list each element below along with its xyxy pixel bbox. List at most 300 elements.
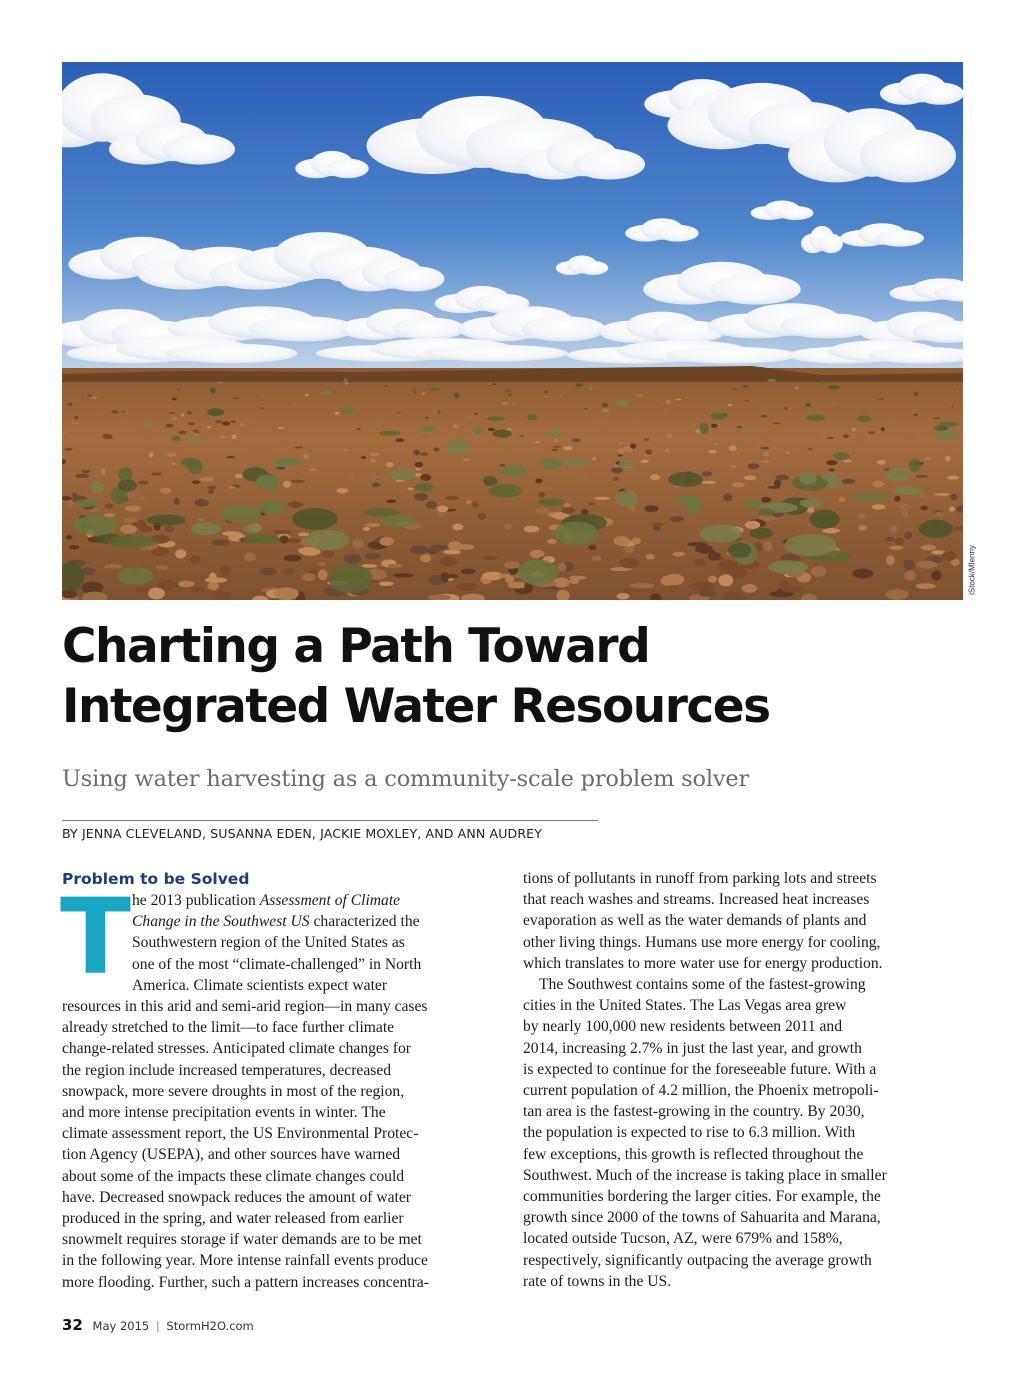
text-line: The Southwest contains some of the fastest-growing bbox=[539, 976, 866, 994]
rock bbox=[750, 442, 758, 446]
rock bbox=[843, 434, 849, 438]
shrub bbox=[207, 408, 224, 416]
rock bbox=[637, 394, 643, 396]
rock bbox=[957, 390, 959, 392]
shrub bbox=[575, 383, 582, 387]
rock bbox=[934, 493, 950, 496]
rock bbox=[174, 498, 180, 505]
shrub bbox=[117, 567, 153, 585]
rock bbox=[730, 465, 736, 468]
rock bbox=[665, 448, 670, 452]
rock bbox=[416, 468, 421, 470]
rock bbox=[280, 443, 287, 446]
shrub bbox=[554, 521, 598, 545]
shrub bbox=[800, 498, 823, 508]
rock bbox=[708, 576, 717, 583]
rock bbox=[538, 486, 552, 489]
rock bbox=[916, 583, 936, 589]
rock bbox=[370, 458, 376, 463]
rock bbox=[207, 582, 218, 590]
desert-landscape-photo bbox=[62, 62, 963, 600]
rock bbox=[538, 492, 545, 497]
shrub bbox=[181, 458, 199, 468]
rock bbox=[410, 545, 430, 554]
rock bbox=[445, 574, 459, 578]
rock bbox=[744, 475, 756, 480]
shrub bbox=[539, 458, 564, 469]
rock bbox=[885, 589, 908, 600]
rock bbox=[138, 481, 148, 485]
rock bbox=[129, 463, 139, 469]
rock bbox=[298, 532, 309, 536]
rock bbox=[495, 452, 499, 454]
shrub bbox=[142, 424, 152, 429]
rock bbox=[924, 458, 932, 461]
cloud bbox=[711, 274, 801, 305]
rock bbox=[672, 552, 685, 557]
rock bbox=[951, 406, 953, 408]
shrub bbox=[493, 430, 512, 438]
rock bbox=[920, 506, 928, 511]
shrub bbox=[852, 492, 890, 500]
shrub bbox=[527, 414, 537, 420]
shrub bbox=[328, 564, 373, 593]
text-line: one of the most “climate-challenged” in North bbox=[132, 955, 422, 973]
rock bbox=[557, 563, 566, 571]
rock bbox=[156, 565, 168, 569]
rock bbox=[226, 456, 235, 458]
rock bbox=[728, 404, 733, 406]
rock bbox=[742, 584, 757, 593]
rock bbox=[816, 436, 821, 440]
shrub bbox=[743, 430, 757, 434]
shrub bbox=[767, 379, 776, 382]
right-paragraph-2 bbox=[523, 974, 963, 1292]
rock bbox=[191, 587, 204, 593]
rock bbox=[232, 434, 237, 439]
article-subtitle: Using water harvesting as a community-scale problem solver bbox=[62, 766, 750, 792]
rock bbox=[178, 581, 194, 588]
shrub bbox=[710, 412, 727, 419]
rock bbox=[231, 421, 236, 423]
rock bbox=[249, 427, 255, 429]
rock bbox=[507, 428, 512, 430]
text-line: tions of pollutants in runoff from parking lots and streets bbox=[523, 870, 877, 887]
footer-separator: | bbox=[155, 1319, 160, 1333]
byline: BY JENNA CLEVELAND, SUSANNA EDEN, JACKIE MOXLEY, AND ANN AUDREY bbox=[62, 826, 543, 841]
rock bbox=[200, 477, 214, 482]
rock bbox=[493, 383, 496, 385]
rock bbox=[617, 448, 625, 453]
rock bbox=[467, 417, 474, 419]
rock bbox=[284, 555, 302, 562]
text-line: he 2013 publication Assessment of Climate bbox=[132, 892, 401, 909]
shrub bbox=[833, 452, 849, 460]
shrub bbox=[538, 498, 565, 506]
rock bbox=[421, 393, 425, 394]
rock bbox=[504, 524, 512, 530]
rock bbox=[748, 463, 760, 469]
text-line: that reach washes and streams. Increased heat increases bbox=[523, 891, 870, 909]
text-line: evaporation as well as the water demands of plants and bbox=[523, 912, 867, 930]
rock bbox=[663, 409, 670, 411]
rock bbox=[361, 456, 366, 459]
text-line: more flooding. Further, such a pattern increases concentra- bbox=[62, 1273, 429, 1291]
photo-credit-text: iStock/Mlenny bbox=[967, 545, 977, 595]
title-line: Charting a Path Toward bbox=[62, 619, 650, 674]
rock bbox=[260, 568, 276, 576]
rock bbox=[499, 464, 506, 466]
rock bbox=[588, 502, 595, 505]
shrub bbox=[292, 508, 337, 530]
rock bbox=[317, 562, 327, 566]
rock bbox=[125, 505, 141, 511]
rock bbox=[562, 507, 576, 514]
shrub bbox=[547, 429, 563, 437]
rock bbox=[215, 420, 223, 423]
rock bbox=[931, 570, 941, 580]
rock bbox=[420, 452, 428, 455]
cloud bbox=[876, 230, 924, 247]
shrub bbox=[90, 481, 105, 493]
rock bbox=[207, 486, 217, 490]
rock bbox=[172, 417, 178, 420]
rock bbox=[372, 483, 380, 488]
rock bbox=[357, 428, 361, 431]
shrub bbox=[412, 389, 416, 394]
rock bbox=[701, 481, 716, 484]
rock bbox=[104, 503, 113, 509]
rock bbox=[82, 470, 91, 474]
rock bbox=[175, 549, 186, 558]
rock bbox=[207, 426, 211, 429]
rock bbox=[169, 412, 176, 414]
rock bbox=[260, 395, 266, 396]
text-line: climate assessment report, the US Environmental Protec- bbox=[62, 1125, 419, 1143]
rock bbox=[857, 513, 866, 519]
rock bbox=[489, 441, 498, 444]
rock bbox=[72, 493, 78, 498]
rock bbox=[666, 400, 671, 403]
rock bbox=[596, 422, 604, 425]
rock bbox=[839, 496, 846, 501]
drop-cap bbox=[60, 876, 132, 998]
text-line: few exceptions, this growth is reflected throughout the bbox=[523, 1145, 864, 1163]
shrub bbox=[259, 500, 285, 515]
rock bbox=[632, 537, 642, 544]
rock bbox=[512, 403, 515, 404]
rock bbox=[552, 449, 558, 452]
shrub bbox=[857, 416, 871, 422]
rock bbox=[853, 568, 874, 578]
rock bbox=[602, 409, 609, 413]
rock bbox=[624, 588, 633, 592]
rock bbox=[743, 385, 748, 387]
rock bbox=[763, 541, 773, 551]
rock bbox=[855, 438, 862, 441]
rock bbox=[303, 454, 309, 460]
rock bbox=[560, 395, 563, 397]
rock bbox=[69, 545, 80, 549]
rock bbox=[160, 488, 171, 494]
rock bbox=[413, 450, 420, 456]
rock bbox=[171, 462, 176, 465]
shrub bbox=[488, 484, 522, 497]
rock bbox=[396, 438, 405, 442]
shrub bbox=[564, 458, 588, 467]
rock bbox=[665, 574, 685, 586]
rock bbox=[233, 398, 239, 399]
rock bbox=[192, 430, 198, 432]
rock bbox=[139, 496, 146, 500]
rock bbox=[945, 456, 950, 462]
rock bbox=[165, 424, 173, 428]
text-line: Southwestern region of the United States as bbox=[132, 934, 405, 952]
rock bbox=[828, 469, 835, 472]
rock bbox=[902, 509, 908, 517]
dropcap-lines bbox=[132, 890, 507, 996]
shrub bbox=[919, 520, 954, 539]
rock bbox=[811, 566, 827, 577]
rock bbox=[872, 480, 884, 487]
text-line: rate of towns in the US. bbox=[523, 1272, 672, 1290]
cloud bbox=[778, 206, 814, 220]
shrub bbox=[615, 490, 638, 507]
rock bbox=[895, 537, 904, 546]
rock bbox=[478, 513, 486, 520]
shrub bbox=[893, 486, 924, 495]
rock bbox=[91, 397, 97, 399]
rock bbox=[554, 438, 558, 442]
shrub bbox=[832, 402, 839, 406]
rock bbox=[235, 474, 243, 479]
shrub bbox=[420, 426, 436, 432]
rock bbox=[274, 587, 299, 600]
rock bbox=[344, 554, 362, 564]
shrub bbox=[784, 534, 836, 556]
rock bbox=[569, 576, 586, 580]
shrub bbox=[699, 525, 742, 543]
rock bbox=[364, 553, 381, 560]
shrub bbox=[474, 428, 483, 435]
rock bbox=[858, 525, 867, 530]
title-line: Integrated Water Resources bbox=[62, 679, 770, 734]
shrub bbox=[602, 403, 608, 408]
rock bbox=[620, 558, 640, 569]
rock bbox=[379, 581, 394, 586]
shrub bbox=[73, 515, 119, 535]
rock bbox=[414, 493, 428, 501]
photo-illustration bbox=[62, 62, 963, 600]
rock bbox=[208, 489, 214, 494]
rock bbox=[232, 443, 241, 447]
right-column bbox=[523, 868, 963, 1292]
rock bbox=[868, 431, 875, 434]
rock bbox=[111, 410, 118, 414]
rock bbox=[592, 457, 596, 460]
cloud bbox=[166, 344, 298, 364]
right-paragraph-1 bbox=[523, 868, 963, 974]
rock bbox=[723, 494, 732, 502]
rock bbox=[302, 573, 316, 581]
shrub bbox=[809, 510, 840, 529]
issue-date: May 2015 bbox=[92, 1319, 150, 1333]
rock bbox=[205, 577, 228, 582]
text-line: growth since 2000 of the towns of Sahuarita and Marana, bbox=[523, 1209, 881, 1227]
shrub bbox=[936, 429, 959, 440]
rock bbox=[472, 501, 478, 507]
text-line: snowmelt requires storage if water demands are to be met bbox=[62, 1231, 422, 1249]
text-line: other living things. Humans use more energy for cooling, bbox=[523, 933, 881, 951]
article-title bbox=[62, 617, 962, 737]
rock bbox=[779, 580, 788, 588]
rock bbox=[502, 402, 508, 405]
rock bbox=[187, 411, 192, 415]
cloud bbox=[385, 266, 445, 291]
rock bbox=[919, 493, 926, 498]
rock bbox=[702, 471, 713, 476]
rock bbox=[592, 556, 601, 562]
text-line: which translates to more water use for energy production. bbox=[523, 954, 883, 972]
rock bbox=[889, 546, 903, 550]
rock bbox=[553, 446, 562, 448]
shrub bbox=[728, 543, 751, 558]
rock bbox=[795, 387, 799, 389]
shrub bbox=[172, 436, 181, 442]
text-line: in the following year. More intense rainfall events produce bbox=[62, 1252, 428, 1270]
rock bbox=[474, 413, 478, 415]
drop-cap-letter: T bbox=[60, 876, 131, 998]
cloud bbox=[578, 261, 608, 275]
rock bbox=[421, 435, 430, 438]
text-line: by nearly 100,000 new residents between 2011 and bbox=[523, 1018, 843, 1036]
shrub bbox=[256, 474, 277, 488]
rock bbox=[188, 422, 195, 425]
rock bbox=[190, 555, 200, 565]
rock bbox=[135, 588, 149, 593]
rock bbox=[104, 437, 114, 439]
text-line: about some of the impacts these climate changes could bbox=[62, 1167, 405, 1185]
rock bbox=[760, 415, 768, 417]
shrub bbox=[343, 378, 347, 382]
rock bbox=[288, 538, 301, 543]
text-line: Change in the Southwest US characterized the bbox=[132, 913, 420, 931]
rock bbox=[72, 422, 80, 424]
rock bbox=[584, 408, 588, 410]
rock bbox=[104, 564, 123, 569]
rock bbox=[86, 395, 92, 397]
rock bbox=[407, 487, 414, 490]
rock bbox=[504, 561, 520, 568]
shrub bbox=[799, 473, 817, 485]
shrub bbox=[379, 431, 401, 436]
rock bbox=[760, 447, 769, 450]
rock bbox=[348, 473, 354, 480]
shrub bbox=[675, 495, 697, 504]
rock bbox=[616, 593, 629, 599]
rock bbox=[426, 501, 437, 509]
cloud bbox=[666, 347, 798, 364]
rock bbox=[886, 555, 895, 565]
rock bbox=[352, 539, 363, 549]
rock bbox=[734, 389, 738, 390]
rock bbox=[288, 501, 303, 507]
shrub bbox=[380, 515, 415, 527]
rock bbox=[438, 411, 441, 414]
page-footer bbox=[62, 1316, 254, 1334]
shrub bbox=[243, 524, 261, 533]
rock bbox=[164, 526, 174, 532]
rock bbox=[572, 439, 581, 442]
rock bbox=[197, 518, 206, 521]
rock bbox=[699, 590, 715, 597]
rock bbox=[745, 400, 749, 401]
shrub bbox=[483, 476, 498, 486]
rock bbox=[64, 448, 73, 451]
rock bbox=[177, 417, 184, 421]
rock bbox=[456, 583, 479, 591]
rock bbox=[530, 550, 545, 558]
site-link[interactable]: StormH2O.com bbox=[166, 1319, 254, 1333]
rock bbox=[729, 446, 737, 452]
shrub bbox=[668, 472, 703, 488]
cloud bbox=[657, 225, 699, 242]
shrub bbox=[828, 385, 839, 389]
rock bbox=[878, 398, 884, 399]
shrub bbox=[454, 392, 459, 398]
rock bbox=[535, 441, 541, 443]
rock bbox=[947, 476, 959, 480]
rock bbox=[388, 564, 403, 568]
rock bbox=[167, 453, 177, 457]
text-line: change-related stresses. Anticipated climate changes for bbox=[62, 1040, 411, 1058]
shrub bbox=[933, 426, 944, 430]
cloud bbox=[424, 345, 568, 362]
shrub bbox=[186, 437, 204, 442]
rock bbox=[774, 480, 782, 487]
page-number: 32 bbox=[62, 1316, 83, 1334]
rock bbox=[122, 411, 126, 413]
rock bbox=[462, 458, 470, 461]
rock bbox=[544, 396, 549, 397]
rock bbox=[653, 525, 661, 530]
rock bbox=[736, 428, 740, 430]
rock bbox=[675, 399, 682, 401]
rock bbox=[322, 550, 334, 557]
rock bbox=[630, 443, 636, 448]
rock bbox=[718, 574, 733, 586]
shrub bbox=[275, 458, 303, 465]
rock bbox=[318, 569, 328, 580]
rock bbox=[148, 587, 165, 599]
shrub bbox=[820, 381, 825, 385]
rock bbox=[877, 460, 886, 465]
rock bbox=[670, 516, 684, 522]
rock bbox=[274, 530, 292, 534]
rock bbox=[368, 473, 382, 479]
text-line: current population of 4.2 million, the Phoenix metropoli- bbox=[523, 1082, 879, 1100]
rock bbox=[260, 407, 263, 409]
rock bbox=[439, 557, 457, 567]
rock bbox=[646, 554, 655, 559]
rock bbox=[283, 481, 291, 488]
rock bbox=[420, 474, 431, 481]
rock bbox=[679, 458, 691, 464]
rock bbox=[910, 437, 917, 440]
rock bbox=[195, 499, 209, 507]
rock bbox=[535, 478, 542, 483]
rock bbox=[889, 525, 898, 532]
